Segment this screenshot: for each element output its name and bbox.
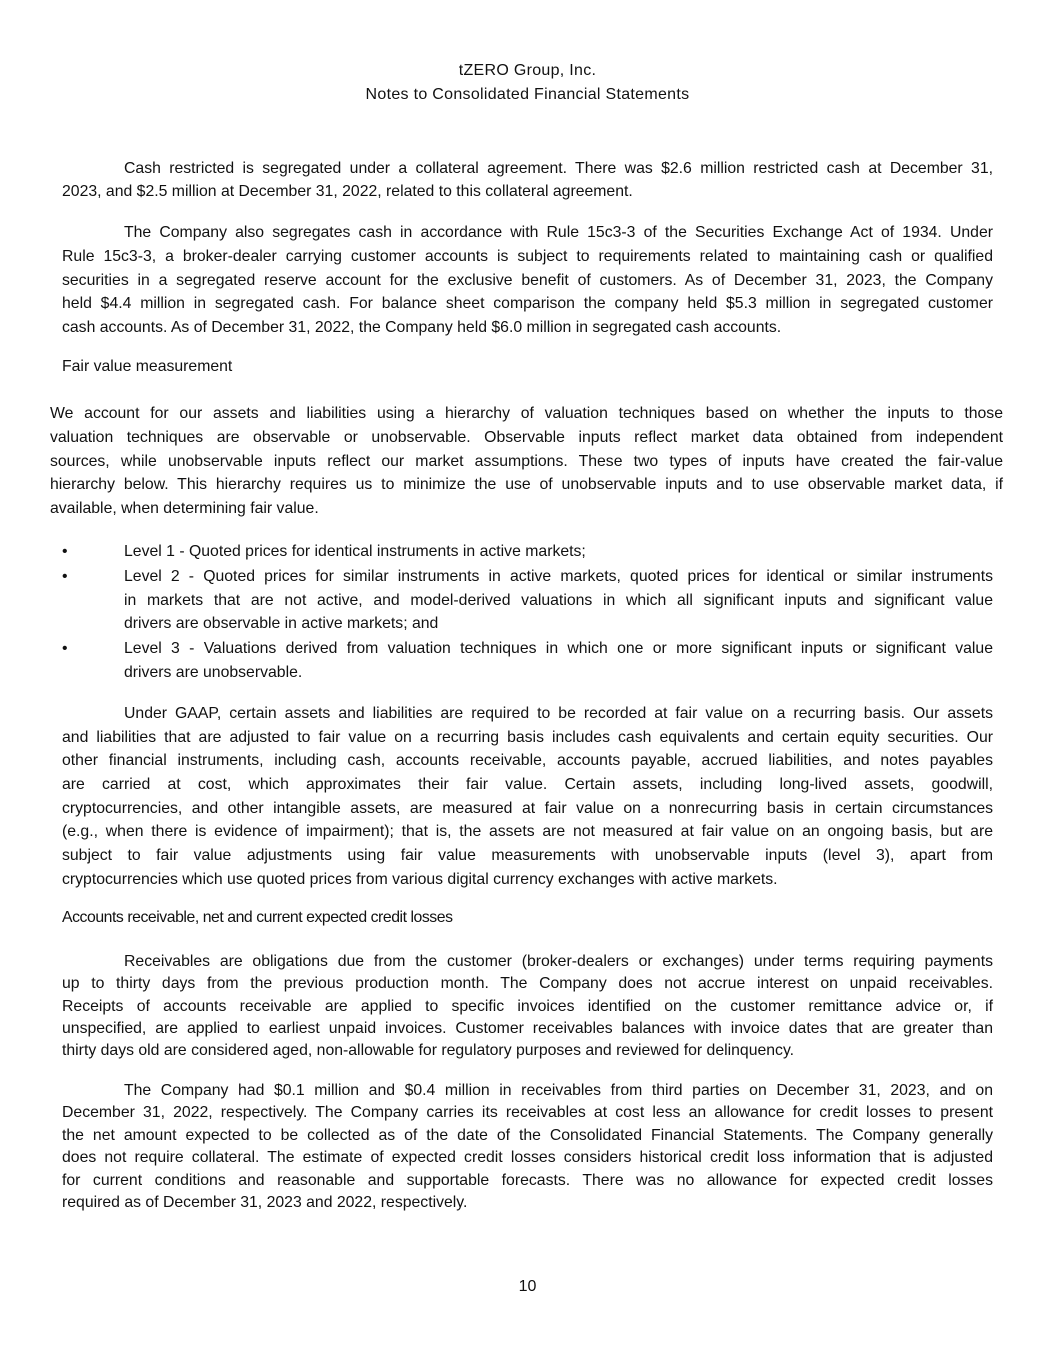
text-line: unspecified, are applied to earliest unpaid invoices. Customer receivables balances with invoice dates that are greater than (62, 1019, 993, 1037)
document-title: Notes to Consolidated Financial Statements (365, 86, 690, 103)
text-line: valuation techniques are observable or unobservable. Observable inputs reflect market data obtained from independent (50, 428, 1003, 446)
text-line: Under GAAP, certain assets and liabilities are required to be recorded at fair value on a recurring basis. Our assets (124, 705, 993, 722)
text-line: are carried at cost, which approximates their fair value. Certain assets, including long-lived assets, goodwill, (62, 776, 993, 794)
text-line: sources, while unobservable inputs reflect our market assumptions. These two types of inputs have created the fair-value (50, 452, 1003, 470)
text-line: up to thirty days from the previous production month. The Company does not accrue interest on unpaid receivables. (62, 975, 993, 993)
text-line: hierarchy below. This hierarchy requires us to minimize the use of unobservable inputs and to use observable market data, if (50, 476, 1003, 494)
text-line: Rule 15c3-3, a broker-dealer carrying customer accounts is subject to requirements related to maintaining cash or qualified (62, 247, 993, 265)
heading-fair-value-measurement: Fair value measurement (62, 358, 233, 375)
text-line: the net amount expected to be collected as of the date of the Consolidated Financial Statements. The Company generally (62, 1126, 993, 1144)
text-line: subject to fair value adjustments using fair value measurements with unobservable inputs (level 3), apart from (62, 847, 993, 865)
text-line: cash accounts. As of December 31, 2022, the Company held $6.0 million in segregated cash accounts. (62, 319, 782, 336)
text-line: (e.g., when there is evidence of impairment); that is, the assets are not measured at fair value on an ongoing basis, but are (62, 823, 993, 841)
text-line: The Company also segregates cash in accordance with Rule 15c3-3 of the Securities Exchange Act of 1934. Under (124, 224, 993, 241)
paragraph-fair-value-hierarchy (50, 402, 1003, 521)
text-line: does not require collateral. The estimate of expected credit losses considers historical credit loss information that is adjusted (62, 1149, 993, 1167)
text-line: cryptocurrencies, and other intangible assets, are measured at fair value on a nonrecurring basis in certain circumstances (62, 799, 993, 817)
text-line: and liabilities that are adjusted to fair value on a recurring basis includes cash equivalents and certain equity securities. Our (62, 728, 993, 746)
list-item-text (124, 540, 993, 564)
company-name: tZERO Group, Inc. (458, 62, 597, 79)
text-line: in markets that are not active, and model-derived valuations in which all significant inputs and significant value (124, 591, 993, 609)
text-line: required as of December 31, 2023 and 2022, respectively. (62, 1193, 468, 1211)
page-number: 10 (518, 1278, 537, 1295)
text-line: for current conditions and reasonable and supportable forecasts. There was no allowance for expected credit losses (62, 1171, 993, 1189)
paragraph-receivables (62, 951, 993, 1062)
paragraph-segregated-cash (62, 221, 993, 340)
text-line: Level 2 - Quoted prices for similar instruments in active markets, quoted prices for identical or similar instruments (124, 568, 993, 585)
text-line: cryptocurrencies which use quoted prices from various digital currency exchanges with active markets. (62, 870, 778, 888)
list-item-text (124, 637, 993, 684)
text-line: held $4.4 million in segregated cash. For balance sheet comparison the company held $5.3 million in segregated customer (62, 295, 993, 313)
text-line: thirty days old are considered aged, non-allowable for regulatory purposes and reviewed for delinquency. (62, 1042, 795, 1060)
text-line: available, when determining fair value. (50, 500, 319, 517)
text-line: December 31, 2022, respectively. The Company carries its receivables at cost less an allowance for credit losses to present (62, 1104, 993, 1122)
text-line: 2023, and $2.5 million at December 31, 2022, related to this collateral agreement. (62, 183, 633, 201)
paragraph-restricted-cash (62, 157, 993, 204)
bullet-icon: • (62, 640, 68, 657)
text-line: other financial instruments, including cash, accounts receivable, accounts payable, accrued liabilities, and notes payables (62, 752, 993, 770)
text-line: Cash restricted is segregated under a collateral agreement. There was $2.6 million restricted cash at December 31, (124, 160, 993, 177)
text-line: securities in a segregated reserve account for the exclusive benefit of customers. As of December 31, 2023, the Company (62, 271, 993, 289)
text-line: drivers are observable in active markets; and (124, 615, 439, 632)
bullet-icon: • (62, 543, 68, 560)
text-line: Level 3 - Valuations derived from valuation techniques in which one or more significant inputs or significant value (124, 640, 993, 657)
paragraph-gaap-fair-value (62, 702, 993, 892)
text-line: Level 1 - Quoted prices for identical instruments in active markets; (124, 543, 586, 560)
text-line: drivers are unobservable. (124, 663, 303, 681)
text-line: Receivables are obligations due from the customer (broker-dealers or exchanges) under terms requiring payments (124, 953, 993, 970)
bullet-icon: • (62, 568, 68, 585)
paragraph-receivables-allowance (62, 1080, 993, 1214)
text-line: We account for our assets and liabilities using a hierarchy of valuation techniques based on whether the inputs to those (50, 405, 1003, 422)
text-line: The Company had $0.1 million and $0.4 million in receivables from third parties on December 31, 2023, and on (124, 1082, 993, 1099)
list-item-text (124, 565, 993, 636)
text-line: Receipts of accounts receivable are applied to specific invoices identified on the customer remittance advice or, if (62, 997, 993, 1015)
heading-accounts-receivable: Accounts receivable, net and current expected credit losses (62, 909, 453, 926)
